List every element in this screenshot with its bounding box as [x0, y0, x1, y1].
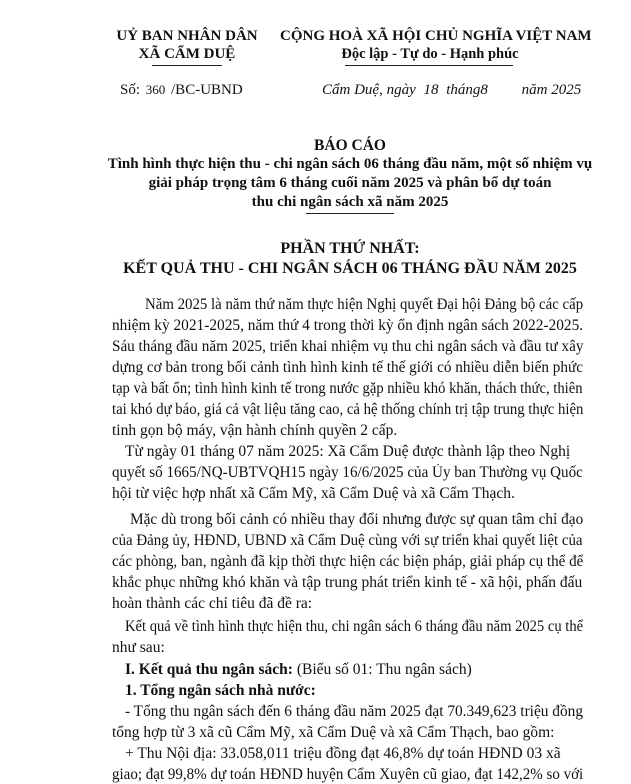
title-line1: Tình hình thực hiện thu - chi ngân sách 06 tháng đầu năm, một số nhiệm vụ [107, 156, 593, 172]
title-underline [306, 213, 394, 214]
org-name-line1: UỶ BAN NHÂN DÂN [116, 28, 258, 44]
section-1-note: (Biểu số 01: Thu ngân sách) [292, 661, 472, 678]
p3-line: của Đảng ủy, HĐND, UBND xã Cẩm Duệ cùng với sự triển khai quyết liệt của [112, 532, 583, 549]
p6-line: + Thu Nội địa: 33.058,011 triệu đồng đạt 46,8% dự toán HĐND 03 xã [125, 745, 561, 762]
p4-line: như sau: [112, 639, 165, 656]
doc-number [120, 82, 243, 99]
motto-underline [345, 65, 513, 66]
p1-line: tinh gọn bộ máy, vận hành chính quyền 2 cấp. [112, 422, 398, 439]
p1-line: tai khó dự báo, giá cả vật liệu tăng cao, cả hệ thống chính trị tập trung thực hiện [112, 401, 584, 418]
p3-line: Mặc dù trong bối cảnh có nhiều thay đổi nhưng được sự quan tâm chỉ đạo [130, 511, 584, 528]
part-heading: PHẦN THỨ NHẤT: [280, 240, 420, 257]
p2-line: hội từ việc hợp nhất xã Cẩm Mỹ, xã Cẩm Duệ và xã Cẩm Thạch. [112, 485, 515, 502]
doc-no-value: 360 [145, 82, 166, 97]
p5-line: tổng hợp từ 3 xã cũ Cẩm Mỹ, xã Cẩm Duệ và xã Cẩm Thạch, bao gồm: [112, 724, 555, 741]
doc-no-label: Số: [120, 82, 141, 98]
date-year: năm 2025 [521, 82, 582, 98]
p3-line: khắc phục những khó khăn và tập trung phát triển kinh tế - xã hội, phấn đấu [112, 574, 583, 591]
p3-line: hoàn thành các chỉ tiêu đã đề ra: [112, 595, 313, 612]
date-month: tháng8 [446, 82, 488, 98]
date-prefix: Cẩm Duệ, ngày [322, 82, 416, 98]
p1-line: tạp và bất ổn; tình hình kinh tế trong nước gặp nhiều khó khăn, thách thức, thiên [112, 380, 583, 397]
section-1-1-heading: 1. Tổng ngân sách nhà nước: [125, 682, 316, 699]
p1-line: Sáu tháng đầu năm 2025, triển khai nhiệm vụ thu chi ngân sách và đầu tư xây [112, 338, 584, 355]
p2-line: Từ ngày 01 tháng 07 năm 2025: Xã Cẩm Duệ được thành lập theo Nghị [125, 443, 571, 460]
place-date [322, 82, 581, 99]
doc-code: /BC-UBND [171, 82, 243, 98]
doc-type: BÁO CÁO [314, 137, 386, 154]
p2-line: quyết số 1665/NQ-UBTVQH15 ngày 16/6/2025 của Ủy ban Thường vụ Quốc [112, 464, 583, 481]
title-line2: giải pháp trọng tâm 6 tháng cuối năm 2025 và phân bổ dự toán [148, 175, 552, 191]
section-1-heading [125, 661, 472, 679]
section-1-title: I. Kết quả thu ngân sách: [125, 661, 293, 678]
date-day: 18 [423, 82, 439, 98]
p1-line: nhiệm kỳ 2021-2025, năm thứ 4 trong thời kỳ ổn định ngân sách 2022-2025. [112, 317, 584, 334]
p1-line: Năm 2025 là năm thứ năm thực hiện Nghị quyết Đại hội Đảng bộ các cấp [145, 296, 584, 313]
title-line3: thu chi ngân sách xã năm 2025 [251, 194, 449, 210]
motto: Độc lập - Tự do - Hạnh phúc [341, 46, 519, 62]
org-name-line2: XÃ CẨM DUỆ [138, 46, 236, 62]
p1-line: dựng cơ bản trong bối cảnh tình hình kinh tế thế giới có nhiều diễn biến phức [112, 359, 583, 376]
p3-line: các phòng, ban, ngành đã kịp thời thực hiện các biện pháp, giải pháp cụ thể để [112, 553, 584, 570]
p4-line: Kết quả về tình hình thực hiện thu, chi ngân sách 6 tháng đầu năm 2025 cụ thể [125, 618, 584, 635]
p6-line: giao; đạt 99,8% dự toán HĐND huyện Cẩm Xuyên cũ giao, đạt 142,2% so với [112, 766, 584, 783]
org-underline [152, 65, 222, 66]
part-subheading: KẾT QUẢ THU - CHI NGÂN SÁCH 06 THÁNG ĐẦU NĂM 2025 [123, 260, 577, 277]
p5-line: - Tổng thu ngân sách đến 6 tháng đầu năm 2025 đạt 70.349,623 triệu đồng [125, 703, 584, 720]
nation-title: CỘNG HOÀ XÃ HỘI CHỦ NGHĨA VIỆT NAM [280, 28, 592, 44]
